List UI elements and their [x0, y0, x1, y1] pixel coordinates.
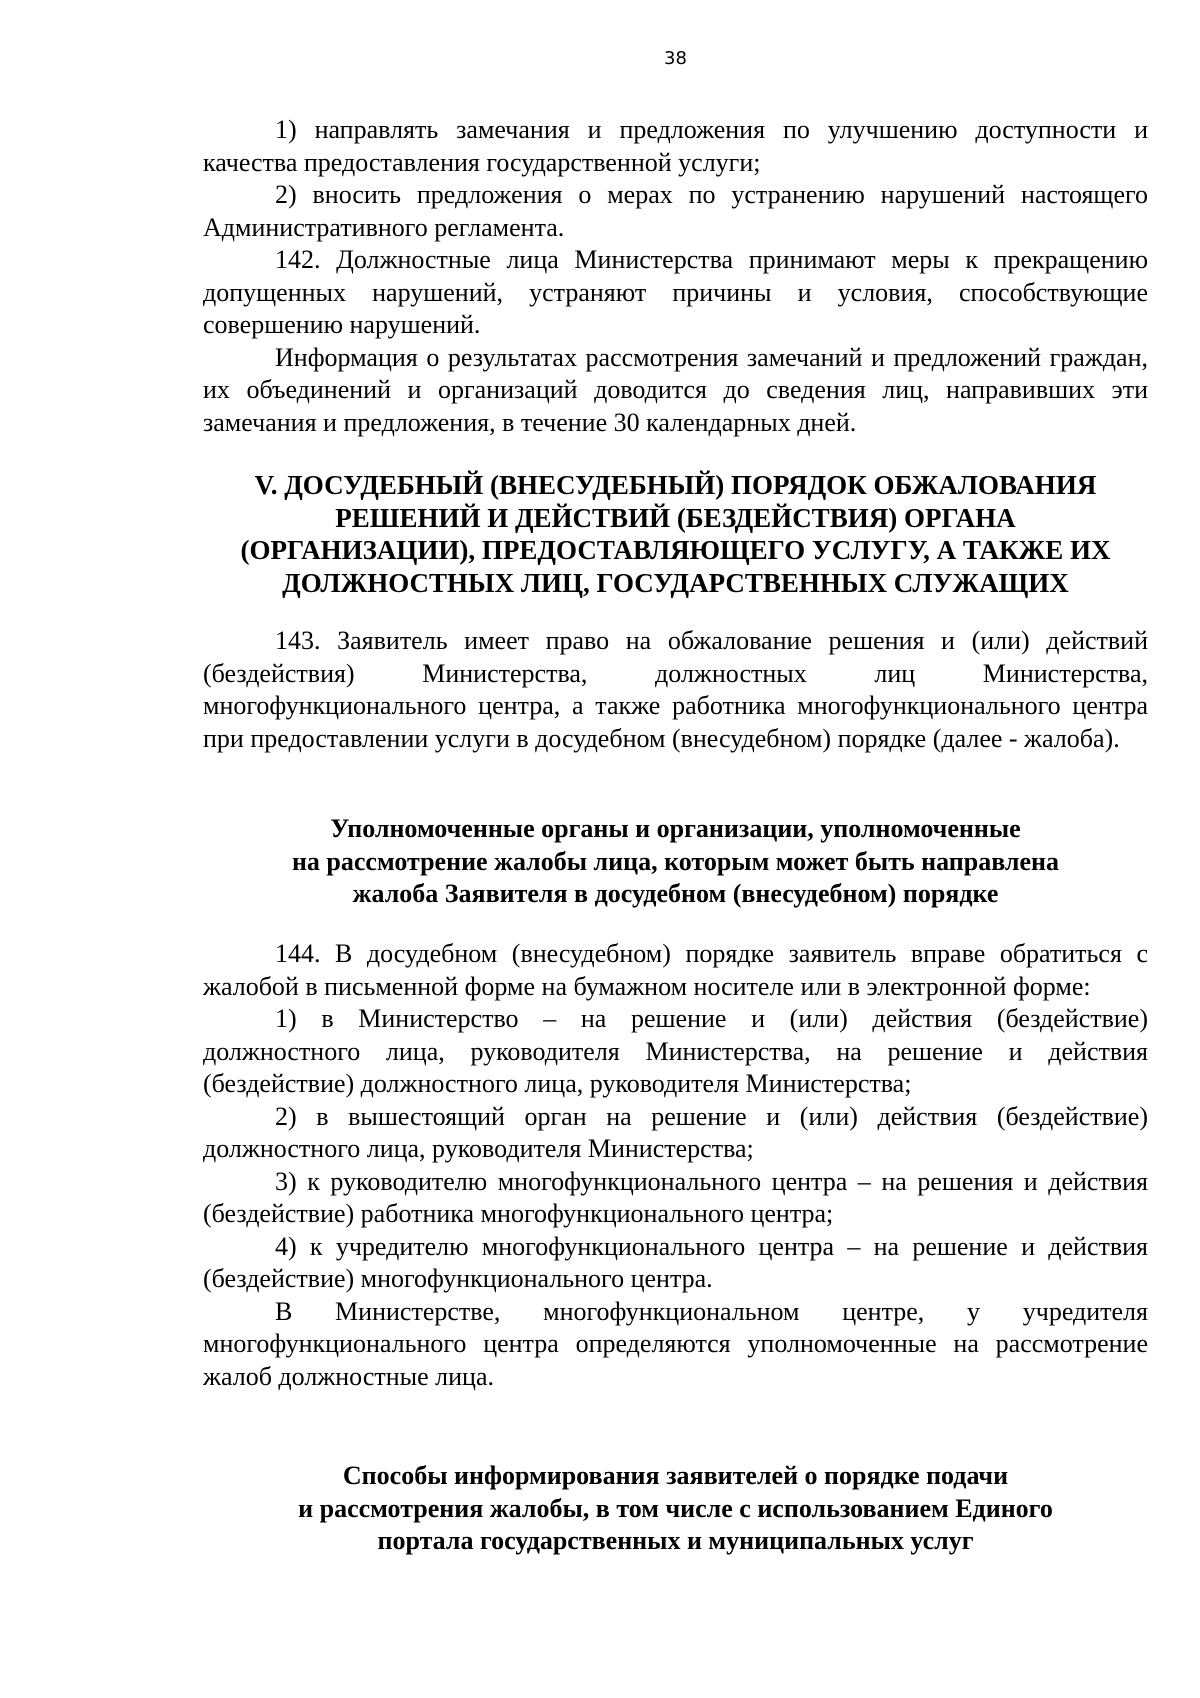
paragraph-144-item-3: 3) к руководителю многофункционального центра – на решения и действия (бездействие) работника многофункционального центра;	[203, 1166, 1148, 1228]
text-block-144	[203, 938, 1148, 1393]
section-heading-line: РЕШЕНИЙ И ДЕЙСТВИЙ (БЕЗДЕЙСТВИЯ) ОРГАНА	[335, 502, 1016, 533]
paragraph-144-item-2: 2) в вышестоящий орган на решение и (или) действия (бездействие) должностного лица, руководителя Министерства;	[203, 1101, 1148, 1163]
subsection-heading-authorized-bodies	[203, 813, 1148, 911]
paragraph-144-item-4: 4) к учредителю многофункционального центра – на решение и действия (бездействие) многофункционального центра.	[203, 1231, 1148, 1293]
paragraph-authorized-officials: В Министерстве, многофункциональном центре, у учредителя многофункционального центра определяются уполномоченные на рассмотрение жалоб должностные лица.	[203, 1296, 1148, 1391]
section-heading-line: ДОЛЖНОСТНЫХ ЛИЦ, ГОСУДАРСТВЕННЫХ СЛУЖАЩИХ	[282, 567, 1069, 598]
section-heading-line: V. ДОСУДЕБНЫЙ (ВНЕСУДЕБНЫЙ) ПОРЯДОК ОБЖАЛОВАНИЯ	[254, 470, 1097, 500]
paragraph-144: 144. В досудебном (внесудебном) порядке заявитель вправе обратиться с жалобой в письменной форме на бумажном носителе или в электронной форме:	[203, 939, 1148, 1001]
paragraph-142: 142. Должностные лица Министерства принимают меры к прекращению допущенных нарушений, устраняют причины и условия, способствующие совершению нарушений.	[203, 245, 1148, 339]
subsection-heading-line: Способы информирования заявителей о порядке подачи	[342, 1461, 1009, 1490]
subsection-heading-informing-methods	[203, 1460, 1148, 1558]
subsection-heading-line: на рассмотрение жалобы лица, которым может быть направлена	[291, 846, 1060, 876]
section-v-heading	[203, 469, 1148, 599]
paragraph-item-2: 2) вносить предложения о мерах по устранению нарушений настоящего Административного регламента.	[203, 180, 1148, 242]
subsection-heading-line: Уполномоченные органы и организации, уполномоченные	[330, 814, 1021, 843]
text-block-rights	[203, 114, 1148, 439]
paragraph-144-item-1: 1) в Министерство – на решение и (или) действия (бездействие) должностного лица, руководителя Министерства, на решение и действия (бездействие) должностного лица, руководителя Министерства;	[203, 1004, 1148, 1098]
section-heading-line: (ОРГАНИЗАЦИИ), ПРЕДОСТАВЛЯЮЩЕГО УСЛУГУ, А ТАКЖЕ ИХ	[240, 535, 1111, 565]
subsection-heading-line: жалоба Заявителя в досудебном (внесудебном) порядке	[352, 879, 999, 908]
subsection-heading-line: портала государственных и муниципальных услуг	[377, 1526, 974, 1555]
paragraph-information: Информация о результатах рассмотрения замечаний и предложений граждан, их объединений и организаций доводится до сведения лиц, направивших эти замечания и предложения, в течение 30 календарных дней.	[203, 342, 1148, 437]
paragraph-143: 143. Заявитель имеет право на обжалование решения и (или) действий (бездействия) Министерства, должностных лиц Министерства, многофункционального центра, а также работника многофункционального центра при предоставлении услуги в досудебном (внесудебном) порядке (далее - жалоба).	[203, 626, 1148, 753]
subsection-heading-line: и рассмотрения жалобы, в том числе с использованием Единого	[298, 1493, 1053, 1523]
page-number: 38	[664, 48, 687, 69]
paragraph-item-1: 1) направлять замечания и предложения по улучшению доступности и качества предоставления государственной услуги;	[203, 115, 1148, 177]
text-block-143	[203, 625, 1148, 755]
